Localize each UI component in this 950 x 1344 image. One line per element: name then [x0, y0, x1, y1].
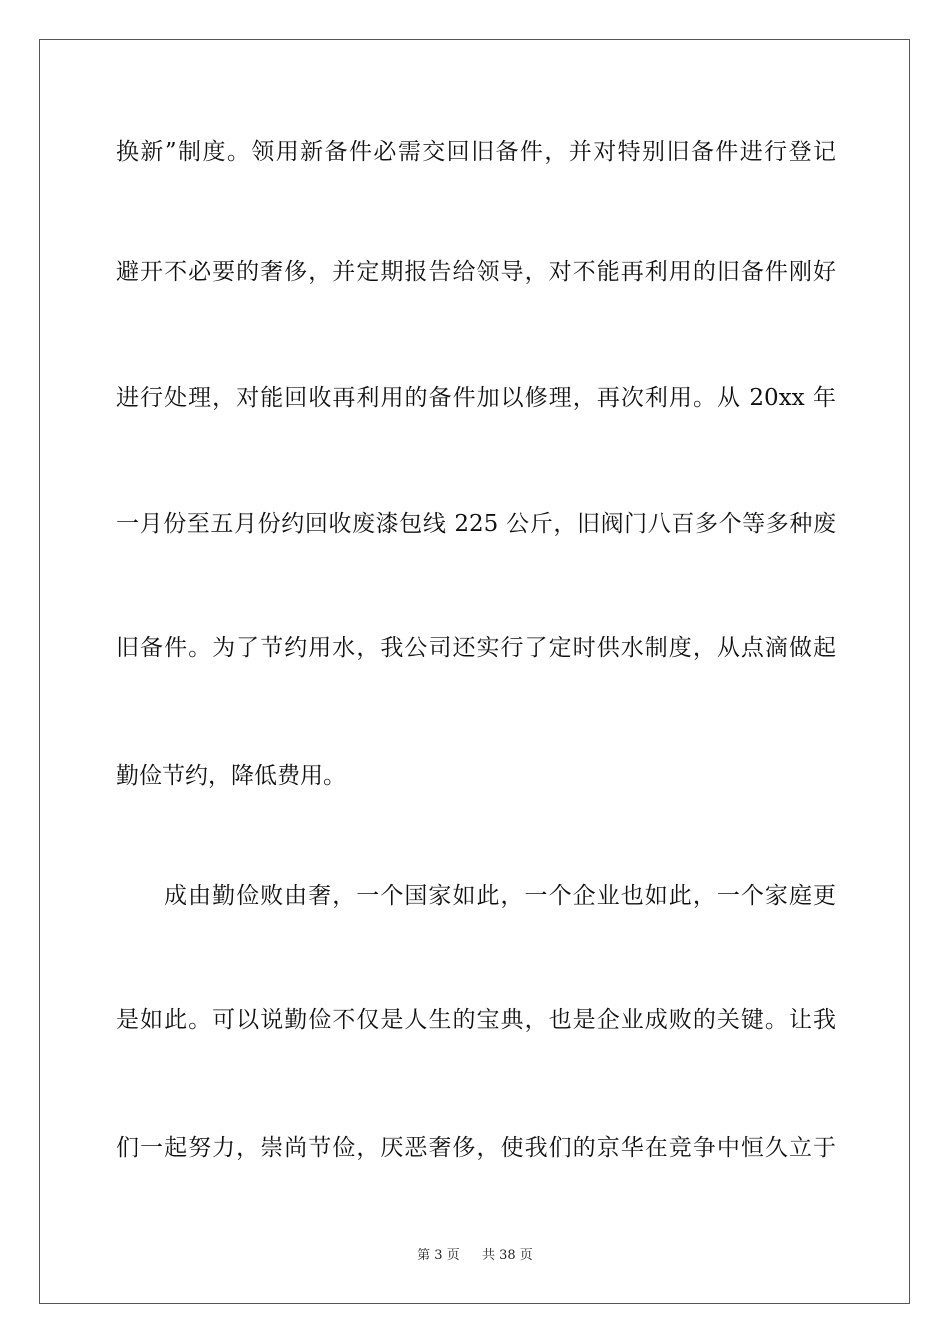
page-total: 共 38 页: [482, 1248, 533, 1263]
paragraph-2-line-2: 是如此。可以说勤俭不仅是人生的宝典，也是企业成败的关键。让我: [116, 1007, 836, 1033]
page-border: [39, 39, 910, 1304]
paragraph-line-6: 勤俭节约，降低费用。: [116, 763, 346, 789]
paragraph-line-5: 旧备件。为了节约用水，我公司还实行了定时供水制度，从点滴做起: [116, 635, 836, 661]
paragraph-line-2: 避开不必要的奢侈，并定期报告给领导，对不能再利用的旧备件刚好: [116, 259, 836, 285]
paragraph-line-4: 一月份至五月份约回收废漆包线 225 公斤，旧阀门八百多个等多种废: [116, 511, 836, 537]
page-number: 第 3 页: [417, 1248, 460, 1263]
paragraph-line-1: 换新”制度。领用新备件必需交回旧备件，并对特别旧备件进行登记: [116, 139, 836, 165]
paragraph-2-line-1: 成由勤俭败由奢，一个国家如此，一个企业也如此，一个家庭更: [164, 883, 836, 909]
paragraph-2-line-3: 们一起努力，崇尚节俭，厌恶奢侈，使我们的京华在竞争中恒久立于: [116, 1135, 836, 1161]
paragraph-line-3: 进行处理，对能回收再利用的备件加以修理，再次利用。从 20xx 年: [116, 385, 836, 411]
page-footer: [0, 1247, 950, 1265]
